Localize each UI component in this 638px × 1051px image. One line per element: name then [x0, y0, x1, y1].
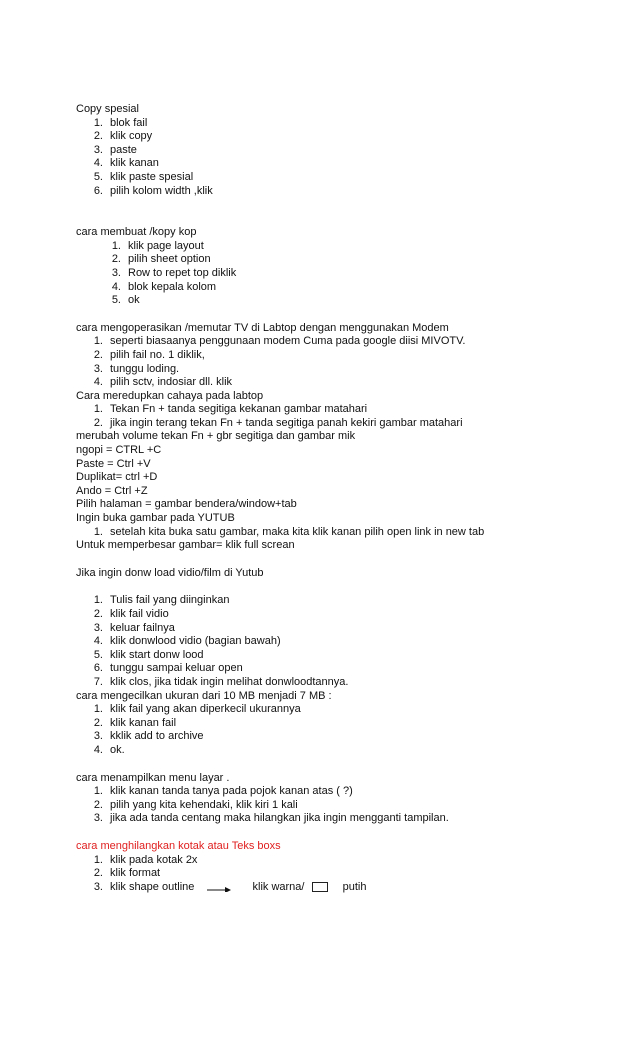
white-color-swatch-icon — [312, 882, 328, 892]
list-item: 3. Row to repet top diklik — [111, 266, 237, 279]
section-title-hilangkan-kotak: cara menghilangkan kotak atau Teks boxs — [76, 839, 281, 852]
list-item: 7. klik clos, jika tidak ingin melihat donwloodtannya. — [93, 675, 349, 688]
section-title-copy-spesial: Copy spesial — [76, 103, 139, 115]
list-item: 1. Tulis fail yang diinginkan — [93, 594, 230, 607]
shape-outline-text: klik shape outline — [110, 880, 195, 893]
list-item: 2. klik copy — [93, 130, 153, 143]
right-arrow-icon — [207, 882, 231, 892]
shortcut-line: Ando = Ctrl +Z — [76, 484, 148, 497]
list-item: 1. klik pada kotak 2x — [93, 853, 198, 866]
section-title-menu-layar: cara menampilkan menu layar . — [76, 771, 230, 784]
section-title-download-vidio: Jika ingin donw load vidio/film di Yutub — [76, 566, 264, 579]
list-item: 1. Tekan Fn + tanda segitiga kekanan gambar matahari — [93, 403, 368, 416]
list-item: 5. klik start donw lood — [93, 648, 204, 661]
list-item: 4. blok kepala kolom — [111, 280, 217, 293]
list-item: 4. klik kanan — [93, 157, 159, 170]
list-menu-layar — [76, 785, 616, 826]
list-item: 3. klik shape outline klik warna/ putih — [93, 880, 367, 893]
enlarge-line: Untuk memperbesar gambar= klik full screan — [76, 539, 295, 552]
list-item: 4. ok. — [93, 743, 125, 756]
list-copy-spesial — [76, 117, 616, 199]
list-item: 4. klik donwlood vidio (bagian bawah) — [93, 635, 281, 648]
list-item: 5. klik paste spesial — [93, 170, 194, 183]
list-item: 3. tunggu loding. — [93, 362, 180, 375]
section-title-tv-modem: cara mengoperasikan /memutar TV di Labtop dengan menggunakan Modem — [76, 321, 449, 334]
shortcut-line: merubah volume tekan Fn + gbr segitiga dan gambar mik — [76, 430, 356, 443]
list-redup-cahaya — [76, 403, 616, 430]
list-item: 2. klik format — [93, 867, 161, 880]
list-item: 2. pilih yang kita kehendaki, klik kiri 1 kali — [93, 798, 298, 811]
list-kecilkan-ukuran — [76, 703, 616, 757]
shortcut-line: Ingin buka gambar pada YUTUB — [76, 512, 235, 525]
list-item: 2. klik fail vidio — [93, 608, 169, 620]
list-item: 3. kklik add to archive — [93, 730, 204, 743]
list-item: 1. klik page layout — [111, 239, 204, 252]
list-item: 1. blok fail — [93, 116, 148, 129]
klik-warna-text: klik warna/ — [252, 880, 305, 893]
list-item: 2. pilih fail no. 1 diklik, — [93, 348, 205, 361]
shortcut-line: ngopi = CTRL +C — [76, 444, 162, 457]
list-item: 2. pilih sheet option — [111, 253, 211, 266]
shortcut-line: Paste = Ctrl +V — [76, 457, 151, 470]
document-page — [76, 103, 616, 894]
list-item: 2. jika ingin terang tekan Fn + tanda segitiga panah kekiri gambar matahari — [93, 416, 463, 429]
section-title-kecilkan-ukuran: cara mengecilkan ukuran dari 10 MB menjadi 7 MB : — [76, 689, 332, 702]
list-item: 2. klik kanan fail — [93, 716, 177, 729]
list-item: 6. pilih kolom width ,klik — [93, 184, 213, 197]
list-kopy-kop — [76, 240, 616, 308]
list-item: 3. jika ada tanda centang maka hilangkan jika ingin mengganti tampilan. — [93, 812, 449, 825]
shortcut-line: Duplikat= ctrl +D — [76, 471, 158, 484]
section-title-redup-cahaya: Cara meredupkan cahaya pada labtop — [76, 389, 264, 402]
list-hilangkan-kotak — [76, 854, 616, 895]
list-item: 3. paste — [93, 143, 137, 156]
putih-text: putih — [342, 880, 367, 893]
list-item: 4. pilih sctv, indosiar dll. klik — [93, 376, 233, 389]
list-item: 1. klik fail yang akan diperkecil ukurannya — [93, 703, 301, 716]
list-youtube-gambar — [76, 526, 616, 540]
list-item: 1. klik kanan tanda tanya pada pojok kanan atas ( ?) — [93, 785, 353, 798]
section-title-kopy-kop: cara membuat /kopy kop — [76, 226, 197, 239]
list-item: 6. tunggu sampai keluar open — [93, 662, 243, 675]
list-item: 1. seperti biasaanya penggunaan modem Cuma pada google diisi MIVOTV. — [93, 335, 466, 348]
list-tv-modem — [76, 335, 616, 389]
list-item: 3. keluar failnya — [93, 621, 175, 634]
shortcut-line: Pilih halaman = gambar bendera/window+tab — [76, 498, 297, 511]
list-item: 5. ok — [111, 294, 140, 307]
list-download-vidio — [76, 594, 616, 689]
list-item: 1. setelah kita buka satu gambar, maka kita klik kanan pilih open link in new tab — [93, 525, 485, 538]
